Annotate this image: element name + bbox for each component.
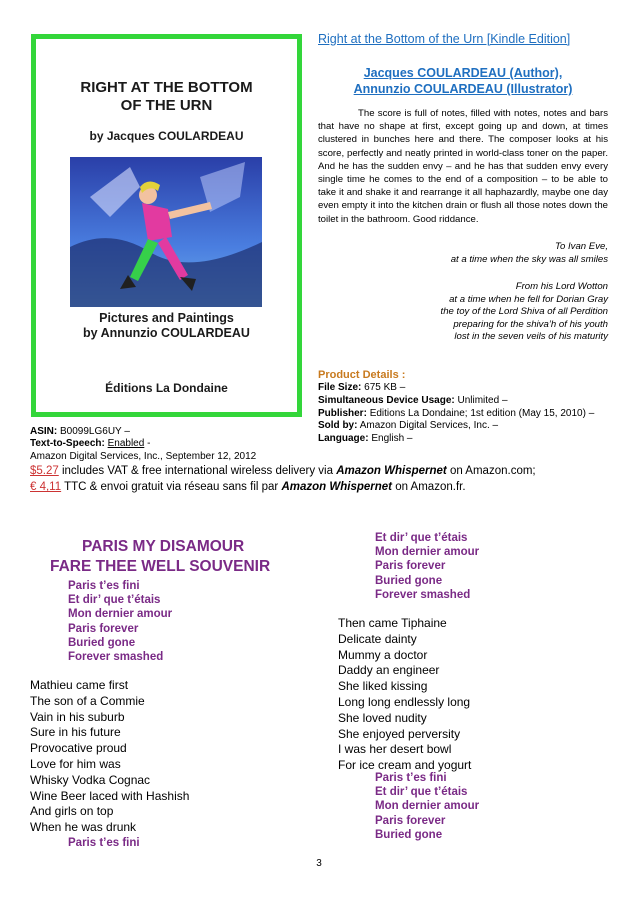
tts-enabled-link[interactable]: Enabled: [107, 438, 145, 450]
author-link[interactable]: Jacques COULARDEAU (Author),: [363, 66, 563, 80]
description-text: The score is full of notes, filled with notes, notes and bars that have no shape at first, except going up and down, at times clustered in bunches here and there. The composer looks at his score, perfectly and neatly printed in world-class toner on the paper. And he has the sudden envy – and he has that sudden envy every single time he comes to the end of a composition – to be able to take it and shake it and rearrange it all haphazardly, maybe one day even empty it into the kitchen drain or flush all those notes down the toilet in the bathroom. Good riddance.: [318, 108, 608, 225]
book-cover: [31, 34, 302, 417]
detail-file-size: File Size: 675 KB –: [318, 382, 406, 393]
detail-devices: Simultaneous Device Usage: Unlimited –: [318, 394, 508, 406]
tts-line: Text-to-Speech: Enabled -: [30, 438, 151, 450]
detail-sold-by: Sold by: Amazon Digital Services, Inc. –: [318, 420, 499, 432]
cover-artwork: [70, 157, 262, 307]
chorus-start: Paris t’es fini: [68, 837, 140, 849]
dedication-ivan: To Ivan Eve, at a time when the sky was all smiles: [450, 241, 608, 265]
detail-publisher: Publisher: Editions La Dondaine; 1st edition (May 15, 2010) –: [318, 407, 595, 419]
product-title[interactable]: Right at the Bottom of the Urn [Kindle Edition]: [318, 32, 571, 46]
poem-title-line1: PARIS MY DISAMOUR: [82, 538, 245, 555]
detail-language: Language: English –: [318, 433, 413, 445]
product-details-heading: Product Details :: [318, 369, 406, 381]
cover-publisher: Éditions La Dondaine: [105, 381, 228, 395]
usd-price[interactable]: $5.27: [30, 465, 59, 477]
usd-price-line: $5.27 includes VAT & free international wireless delivery via Amazon Whispernet on Amazon.com;: [30, 465, 536, 477]
product-title-link[interactable]: [318, 31, 608, 47]
poem-title-line2: FARE THEE WELL SOUVENIR: [50, 558, 271, 575]
stanza-1: Mathieu came first The son of a Commie Vain in his suburb Sure in his future Provocative proud Love for him was Whisky Vodka Cognac Wine Beer laced with Hashish And girls on top When he was drunk: [30, 678, 190, 835]
page-number: 3: [316, 858, 322, 869]
chorus-2: Paris t’es fini Et dir’ que t’étais Mon dernier amour Paris forever Buried gone: [375, 772, 480, 841]
stanza-2: Then came Tiphaine Delicate dainty Mummy a doctor Daddy an engineer She liked kissing Long long endlessly long She loved nudity She enjoyed perversity I was her desert bowl For ice cream and yogurt: [338, 616, 472, 773]
product-credits: [318, 65, 608, 97]
chorus-1: Paris t’es fini Et dir’ que t’étais Mon dernier amour Paris forever Buried gone Forever smashed: [68, 580, 173, 664]
illustrator-link[interactable]: Annunzio COULARDEAU (Illustrator): [353, 82, 573, 96]
eur-price[interactable]: € 4,11: [30, 481, 62, 493]
cover-author: by Jacques COULARDEAU: [89, 129, 244, 143]
eur-price-line: € 4,11 TTC & envoi gratuit via réseau sans fil par Amazon Whispernet on Amazon.fr.: [30, 481, 466, 493]
product-description: [318, 107, 608, 226]
dedication-wotton: From his Lord Wotton at a time when he fell for Dorian Gray the toy of the Lord Shiva of all Perdition preparing for the shiva’h of his youth lost in the seven veils of his maturity: [440, 281, 608, 342]
chorus-right-top: Et dir’ que t’étais Mon dernier amour Paris forever Buried gone Forever smashed: [375, 532, 480, 601]
cover-title: RIGHT AT THE BOTTOM OF THE URN: [80, 79, 253, 114]
asin-block: [30, 426, 590, 463]
cover-pictures-credit: Pictures and Paintings by Annunzio COULARDEAU: [83, 311, 250, 340]
seller-line: Amazon Digital Services, Inc., September 12, 2012: [30, 450, 257, 462]
asin-line: ASIN: B0099LG6UY –: [30, 426, 130, 437]
